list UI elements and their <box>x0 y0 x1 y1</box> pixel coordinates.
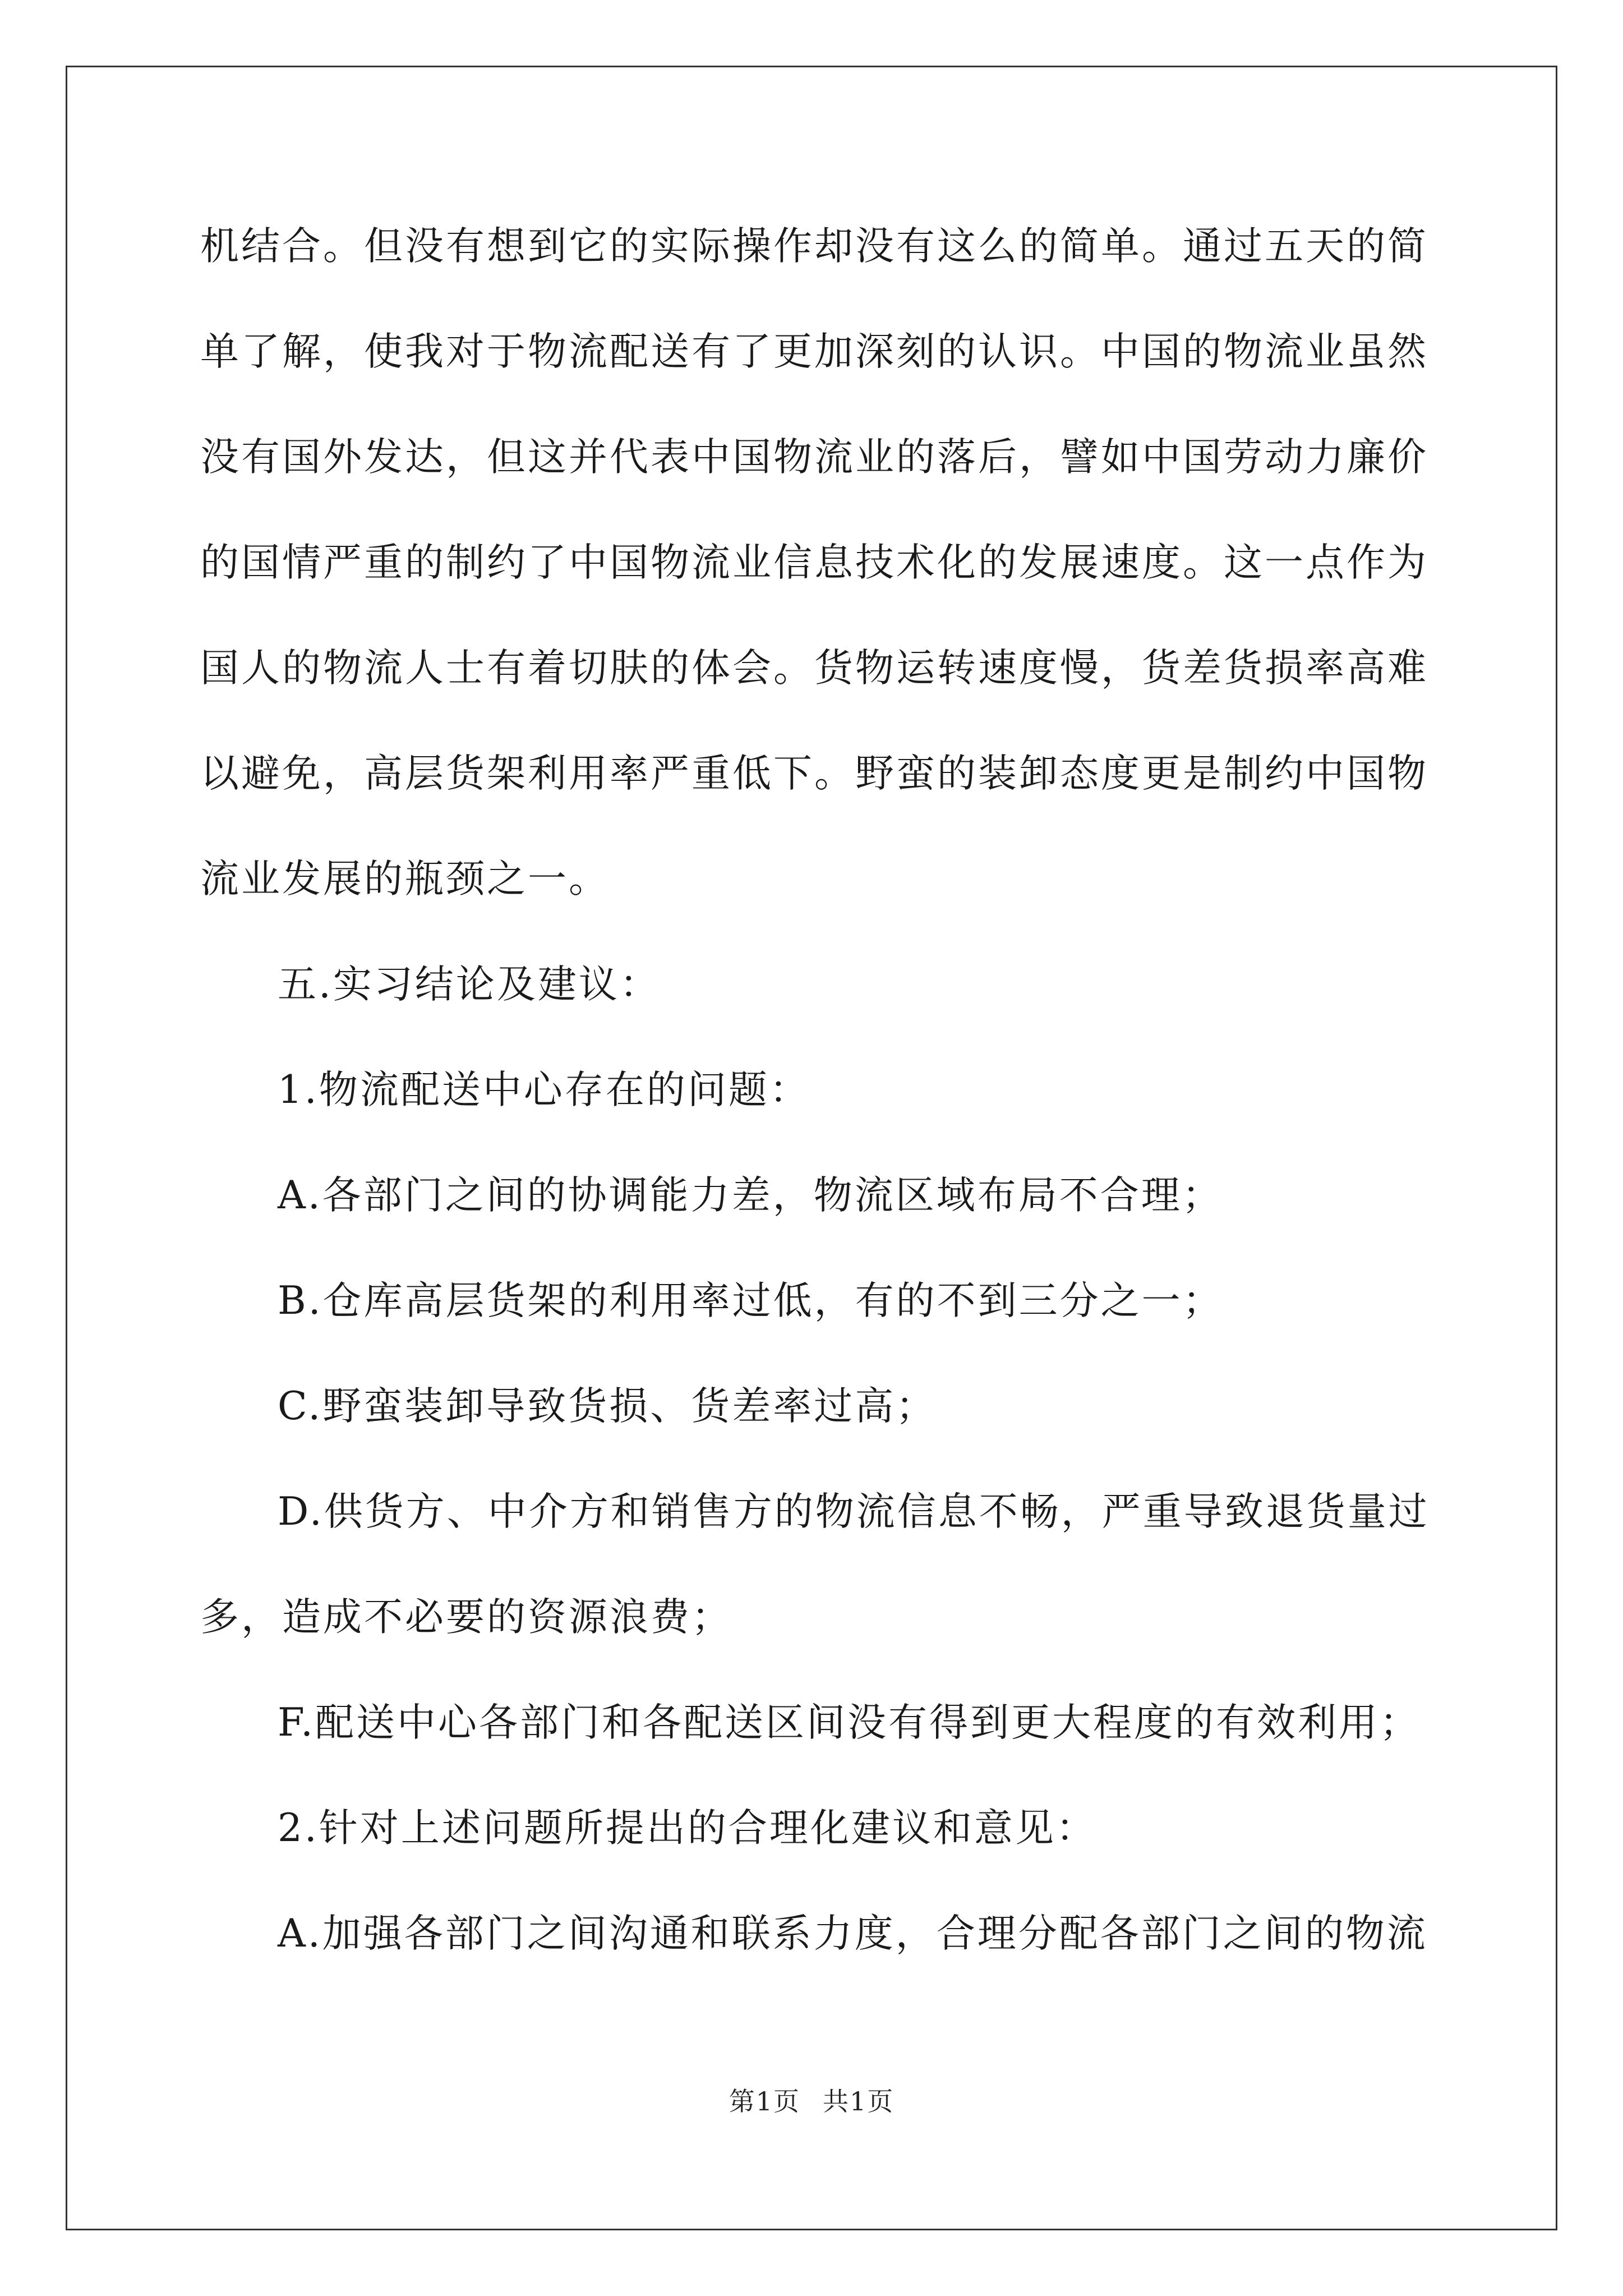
text-line: 没有国外发达，但这并代表中国物流业的落后，譬如中国劳动力廉价 <box>200 435 1428 480</box>
list-item: A.加强各部门之间沟通和联系力度，合理分配各部门之间的物流 <box>278 1911 1428 1956</box>
list-item: A.各部门之间的协调能力差，物流区域布局不合理； <box>278 1173 1223 1218</box>
subsection-heading: 2.针对上述问题所提出的合理化建议和意见： <box>278 1806 1097 1851</box>
text-line: 机结合。但没有想到它的实际操作却没有这么的简单。通过五天的简 <box>200 224 1428 269</box>
list-item: C.野蛮装卸导致货损、货差率过高； <box>278 1384 937 1429</box>
page-footer <box>0 2081 1623 2118</box>
list-item: B.仓库高层货架的利用率过低，有的不到三分之一； <box>278 1278 1224 1323</box>
list-item-continuation: 多，造成不必要的资源浪费； <box>200 1595 732 1640</box>
current-page-label: 第1页 <box>728 2086 800 2116</box>
text-line: 流业发展的瓶颈之一。 <box>200 857 610 901</box>
subsection-heading: 1.物流配送中心存在的问题： <box>278 1068 810 1112</box>
list-item: F.配送中心各部门和各配送区间没有得到更大程度的有效利用； <box>278 1700 1421 1745</box>
list-item: D.供货方、中介方和销售方的物流信息不畅，严重导致退货量过 <box>278 1489 1430 1534</box>
text-line: 以避免，高层货架利用率严重低下。野蛮的装卸态度更是制约中国物 <box>200 751 1428 796</box>
section-heading: 五.实习结论及建议： <box>278 962 661 1007</box>
text-line: 国人的物流人士有着切肤的体会。货物运转速度慢，货差货损率高难 <box>200 646 1428 691</box>
total-pages-label: 共1页 <box>823 2086 895 2116</box>
text-line: 的国情严重的制约了中国物流业信息技术化的发展速度。这一点作为 <box>200 540 1428 585</box>
document-body <box>200 194 1428 1986</box>
text-line: 单了解，使我对于物流配送有了更加深刻的认识。中国的物流业虽然 <box>200 329 1428 374</box>
